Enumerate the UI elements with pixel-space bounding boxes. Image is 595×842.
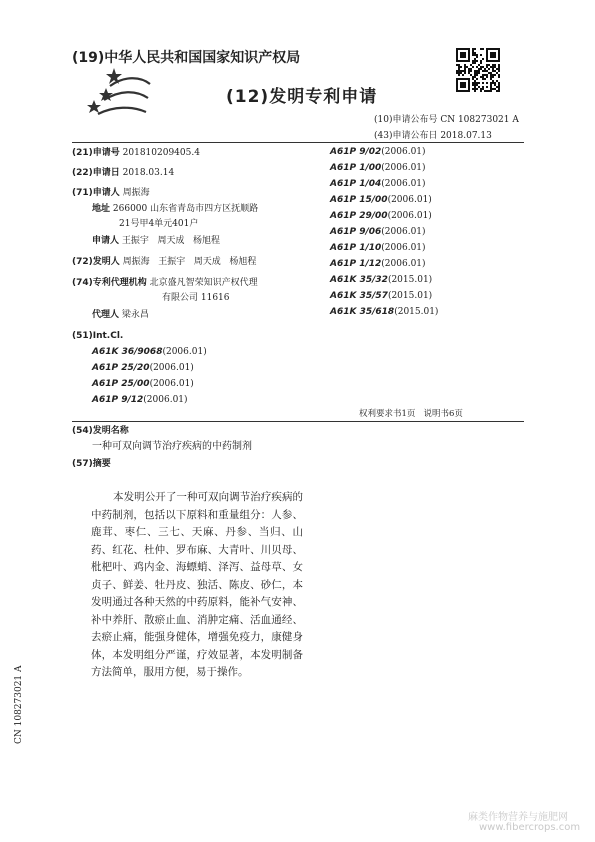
- ipc-version: (2006.01): [381, 227, 426, 237]
- ipc-version: (2006.01): [162, 347, 207, 357]
- application-number: 201810209405.4: [122, 148, 200, 158]
- publication-date: (43)申请公布日 2018.07.13: [374, 131, 492, 141]
- application-number-label: (21)申请号: [72, 148, 120, 158]
- ipc-version: (2006.01): [381, 179, 426, 189]
- issuing-authority: (19)中华人民共和国国家知识产权局: [72, 50, 301, 66]
- co-applicant-row: [92, 235, 220, 248]
- ipc-code: A61P 1/00: [330, 163, 382, 173]
- ipc-left-0: [92, 347, 207, 357]
- agency-line-1: 北京盛凡智荣知识产权代理: [149, 278, 258, 288]
- ipc-right-4: [330, 211, 432, 221]
- applicant-row: [72, 187, 150, 200]
- ipc-code: A61P 1/12: [330, 259, 382, 269]
- applicant-label: (71)申请人: [72, 188, 120, 198]
- application-date-label: (22)申请日: [72, 168, 120, 178]
- publication-number: (10)申请公布号 CN 108273021 A: [374, 115, 519, 125]
- agent-row: [92, 309, 149, 322]
- qr-code: [456, 48, 500, 92]
- abstract-body: [91, 489, 303, 682]
- ipc-code: A61P 9/02: [330, 147, 382, 157]
- pages-note: 权利要求书1页 说明书6页: [359, 409, 463, 419]
- ipc-right-9: [330, 291, 432, 301]
- ipc-version: (2015.01): [394, 307, 439, 317]
- ipc-version: (2006.01): [387, 211, 432, 221]
- ipc-version: (2006.01): [381, 243, 426, 253]
- ipc-code: A61P 15/00: [330, 195, 388, 205]
- co-applicant-label: 申请人: [92, 236, 120, 246]
- ipc-version: (2015.01): [387, 291, 433, 301]
- ipc-code: A61P 9/12: [92, 395, 144, 405]
- ipc-code: A61K 35/57: [330, 291, 388, 301]
- header-rule: [72, 142, 524, 143]
- ipc-version: (2006.01): [143, 395, 188, 405]
- inventors-row: [72, 256, 256, 269]
- int-cl-label: (51)Int.Cl.: [72, 331, 124, 341]
- application-date-row: [72, 167, 174, 180]
- agency-row: [72, 277, 258, 290]
- ipc-code: A61P 25/00: [92, 379, 150, 389]
- ipc-code: A61K 35/618: [330, 307, 395, 317]
- invention-title: 一种可双向调节治疗疾病的中药制剂: [92, 441, 252, 452]
- address-line-1: 266000 山东省青岛市四方区抚顺路: [112, 204, 259, 214]
- ipc-code: A61P 25/20: [92, 363, 150, 373]
- address-label: 地址: [92, 204, 111, 214]
- watermark-line-2: www.fibercrops.com: [479, 822, 581, 833]
- agent-label: 代理人: [92, 310, 120, 320]
- cnipa-emblem-icon: [84, 66, 156, 122]
- inventors-label: (72)发明人: [72, 257, 120, 267]
- ipc-right-3: [330, 195, 432, 205]
- ipc-code: A61P 9/06: [330, 227, 382, 237]
- side-publication-number: CN 108273021 A: [14, 665, 24, 744]
- address-row: [92, 203, 258, 216]
- ipc-code: A61P 1/10: [330, 243, 382, 253]
- ipc-code: A61K 35/32: [330, 275, 388, 285]
- ipc-right-10: [330, 307, 438, 317]
- applicant: 周振海: [122, 188, 150, 198]
- ipc-right-1: [330, 163, 426, 173]
- application-date: 2018.03.14: [122, 168, 175, 178]
- ipc-version: (2006.01): [149, 363, 194, 373]
- ipc-code: A61P 29/00: [330, 211, 388, 221]
- ipc-version: (2015.01): [387, 275, 433, 285]
- ipc-code: A61K 36/9068: [92, 347, 163, 357]
- agent: 梁永昌: [121, 310, 149, 320]
- ipc-right-2: [330, 179, 426, 189]
- ipc-left-3: [92, 395, 188, 405]
- ipc-right-8: [330, 275, 432, 285]
- ipc-version: (2006.01): [149, 379, 194, 389]
- watermark-line-1: 麻类作物营养与施肥网: [468, 812, 568, 823]
- ipc-right-6: [330, 243, 426, 253]
- ipc-left-1: [92, 363, 194, 373]
- ipc-version: (2006.01): [387, 195, 432, 205]
- co-applicants: 王振宇 周天成 杨旭程: [121, 236, 221, 246]
- abstract-text: 本发明公开了一种可双向调节治疗疾病的中药制剂，包括以下原料和重量组分：人参、鹿茸、枣仁、三七、天麻、丹参、当归、山药、红花、杜仲、罗布麻、大青叶、川贝母、枇杷叶、鸡内金、海螵蛸、泽泻、益母草、女贞子、鲜姜、牡丹皮、独活、陈皮、砂仁，本发明通过各种天然的中药原料，能补气安神、补中养肝、散瘀止血、消肿定痛、活血通经、去瘀止痛，能强身健体，增强免疫力，康健身体，本发明组分严谨，疗效显著，本发明制备方法简单，服用方便，易于操作。: [91, 491, 303, 678]
- title-label: (54)发明名称: [72, 426, 129, 436]
- document-type: (12)发明专利申请: [226, 87, 378, 107]
- application-number-row: [72, 147, 200, 160]
- ipc-code: A61P 1/04: [330, 179, 382, 189]
- agency-label: (74)专利代理机构: [72, 278, 147, 288]
- ipc-left-2: [92, 379, 194, 389]
- ipc-version: (2006.01): [381, 259, 426, 269]
- ipc-right-5: [330, 227, 426, 237]
- ipc-right-7: [330, 259, 426, 269]
- abstract-label: (57)摘要: [72, 459, 111, 469]
- section-rule: [72, 421, 524, 422]
- ipc-version: (2006.01): [381, 163, 426, 173]
- agency-line-2: 有限公司 11616: [162, 293, 230, 303]
- inventors: 周振海 王振宇 周天成 杨旭程: [122, 257, 257, 267]
- ipc-right-0: [330, 147, 426, 157]
- ipc-version: (2006.01): [381, 147, 426, 157]
- address-line-2: 21号甲4单元401户: [119, 219, 199, 229]
